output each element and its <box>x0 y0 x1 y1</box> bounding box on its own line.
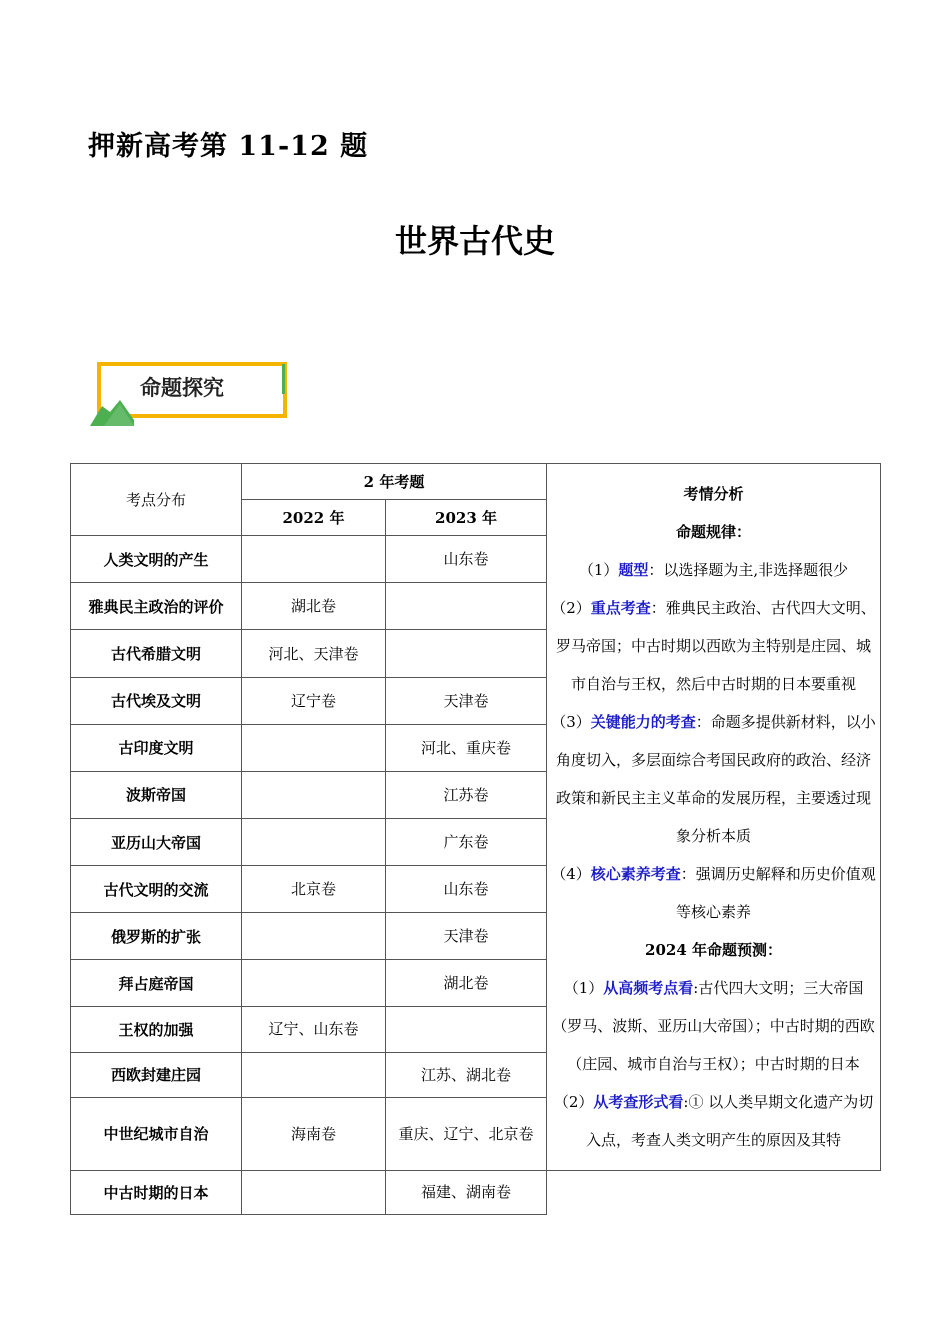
cell-2022: 辽宁、山东卷 <box>242 1007 386 1052</box>
cell-2022: 辽宁卷 <box>242 677 386 724</box>
cell-2023 <box>386 630 547 677</box>
cell-2023: 重庆、辽宁、北京卷 <box>386 1097 547 1170</box>
row-topic: 人类文明的产生 <box>71 536 242 583</box>
analysis-item: （4）核心素养考查：强调历史解释和历史价值观等核心素养 <box>551 864 876 921</box>
cell-2023: 江苏卷 <box>386 771 547 818</box>
page-title: 世界古代史 <box>394 222 555 260</box>
cell-2023: 山东卷 <box>386 536 547 583</box>
cell-2022 <box>242 913 386 960</box>
cell-2023: 河北、重庆卷 <box>386 724 547 771</box>
cell-2023: 江苏、湖北卷 <box>386 1052 547 1097</box>
forecast-item: （2）从考查形式看:① 以人类早期文化遗产为切入点，考查人类文明产生的原因及其特 <box>553 1092 874 1149</box>
header-topic: 考点分布 <box>71 464 242 536</box>
exam-distribution-table <box>70 463 881 1215</box>
row-topic: 亚历山大帝国 <box>71 818 242 865</box>
analysis-heading: 考情分析 <box>683 484 744 503</box>
cell-2022: 海南卷 <box>242 1097 386 1170</box>
row-topic: 俄罗斯的扩张 <box>71 913 242 960</box>
rules-heading: 命题规律： <box>676 522 752 541</box>
cell-2022: 北京卷 <box>242 866 386 913</box>
row-topic: 古印度文明 <box>71 724 242 771</box>
row-topic: 王权的加强 <box>71 1007 242 1052</box>
cell-2022 <box>242 960 386 1007</box>
cell-2023: 山东卷 <box>386 866 547 913</box>
banner-label: 命题探究 <box>140 376 224 400</box>
forecast-heading: 2024 年命题预测： <box>645 940 782 959</box>
row-topic: 古代埃及文明 <box>71 677 242 724</box>
analysis-panel <box>547 464 881 1171</box>
row-topic: 中古时期的日本 <box>71 1170 242 1214</box>
cell-2023: 广东卷 <box>386 818 547 865</box>
cell-2022: 湖北卷 <box>242 583 386 630</box>
cell-2023: 天津卷 <box>386 677 547 724</box>
cell-2023 <box>386 1007 547 1052</box>
cell-2023: 天津卷 <box>386 913 547 960</box>
cell-2022: 河北、天津卷 <box>242 630 386 677</box>
header-year-2022: 2022 年 <box>242 500 386 536</box>
document-header-title: 押新高考第 11-12 题 <box>88 131 369 162</box>
analysis-item: （3）关键能力的考查：命题多提供新材料，以小角度切入，多层面综合考国民政府的政治、经济政策和新民主主义革命的发展历程，主要透过现象分析本质 <box>551 712 876 845</box>
row-topic: 拜占庭帝国 <box>71 960 242 1007</box>
analysis-item: （1）题型：以选择题为主,非选择题很少 <box>578 560 849 579</box>
row-topic: 中世纪城市自治 <box>71 1097 242 1170</box>
row-topic: 古代文明的交流 <box>71 866 242 913</box>
cell-2022 <box>242 724 386 771</box>
cell-2022 <box>242 818 386 865</box>
forecast-item: （1）从高频考点看:古代四大文明；三大帝国（罗马、波斯、亚历山大帝国）；中古时期的西欧（庄园、城市自治与王权）；中古时期的日本 <box>552 978 875 1073</box>
cell-2022 <box>242 536 386 583</box>
header-two-years: 2 年考题 <box>242 464 547 500</box>
analysis-item: （2）重点考查：雅典民主政治、古代四大文明、罗马帝国；中古时期以西欧为主特别是庄园、城市自治与王权，然后中古时期的日本要重视 <box>551 598 876 693</box>
row-topic: 波斯帝国 <box>71 771 242 818</box>
row-topic: 西欧封建庄园 <box>71 1052 242 1097</box>
cell-2022 <box>242 1052 386 1097</box>
cell-2023: 福建、湖南卷 <box>386 1170 547 1214</box>
cell-2023 <box>386 583 547 630</box>
row-topic: 雅典民主政治的评价 <box>71 583 242 630</box>
header-year-2023: 2023 年 <box>386 500 547 536</box>
row-topic: 古代希腊文明 <box>71 630 242 677</box>
cell-2022 <box>242 1170 386 1214</box>
cell-2022 <box>242 771 386 818</box>
cell-2023: 湖北卷 <box>386 960 547 1007</box>
section-banner <box>90 360 296 428</box>
